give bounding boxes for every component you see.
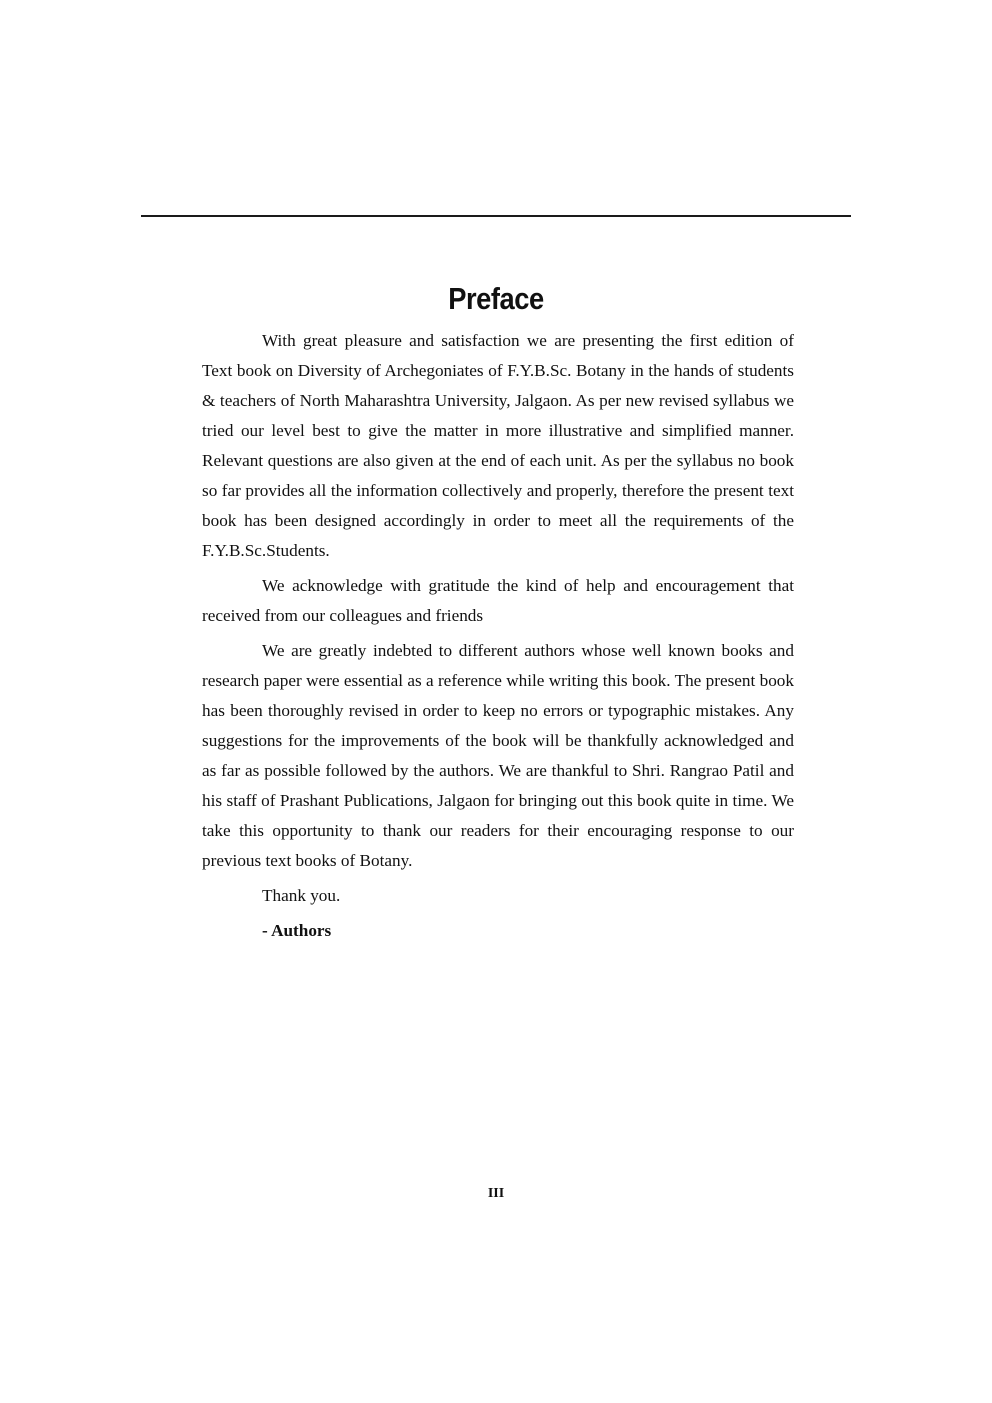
- page-title: Preface: [448, 280, 544, 316]
- closing-line: Thank you.: [262, 886, 341, 905]
- preface-body: [202, 326, 794, 951]
- header-rule: [141, 215, 851, 217]
- page-number: III: [487, 1186, 505, 1201]
- paragraph-acknowledgement: We acknowledge with gratitude the kind of help and encouragement that received from our colleagues and friends: [202, 576, 794, 625]
- paragraph-gratitude: We are greatly indebted to different authors whose well known books and research paper were essential as a reference while writing this book. The present book has been thoroughly revised in order to keep no errors or typographic mistakes. Any suggestions for the improvements of the book will be thankfully acknowledged and as far as possible followed by the authors. We are thankful to Shri. Rangrao Patil and his staff of Prashant Publications, Jalgaon for bringing out this book quite in time. We take this opportunity to thank our readers for their encouraging response to our previous text books of Botany.: [202, 641, 794, 870]
- signature: - Authors: [262, 921, 332, 940]
- paragraph-intro: With great pleasure and satisfaction we are presenting the first edition of Text book on Diversity of Archegoniates of F.Y.B.Sc. Botany in the hands of students & teachers of North Maharashtra University, Jalgaon. As per new revised syllabus we tried our level best to give the matter in more illustrative and simplified manner. Relevant questions are also given at the end of each unit. As per the syllabus no book so far provides all the information collectively and properly, therefore the present text book has been designed accordingly in order to meet all the requirements of the F.Y.B.Sc.Students.: [202, 331, 794, 560]
